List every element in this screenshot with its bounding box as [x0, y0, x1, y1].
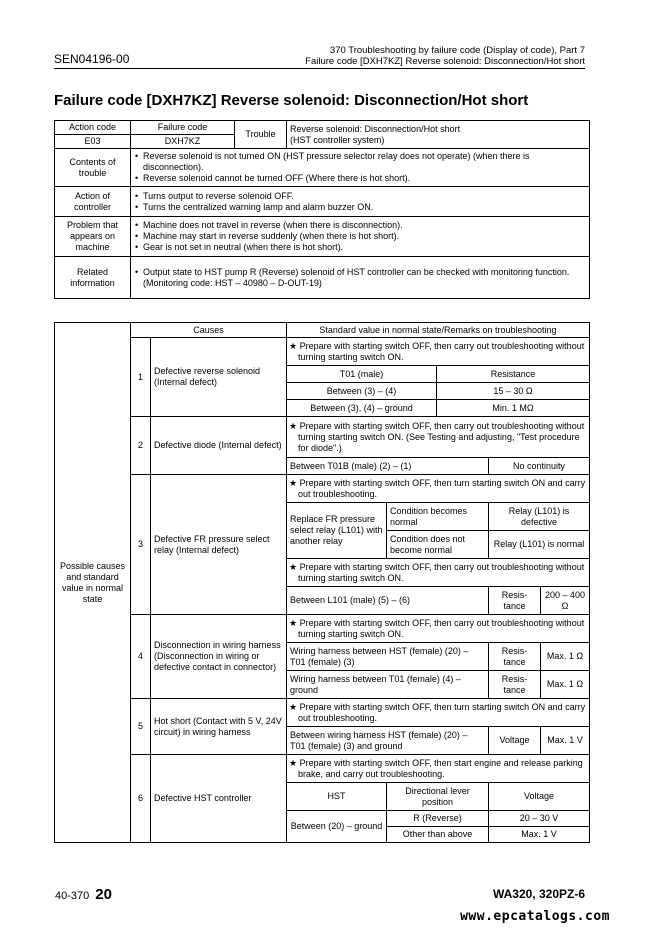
failure-code-value: DXH7KZ	[131, 135, 235, 149]
table-cell: No continuity	[489, 458, 590, 475]
table-cell: Max. 1 Ω	[541, 671, 590, 699]
causes-header: Causes	[131, 323, 287, 338]
document-code: SEN04196-00	[54, 52, 130, 66]
action-code-label: Action code	[55, 121, 131, 135]
table-cell: Between wiring harness HST (female) (20) – T01 (female) (3) and ground	[287, 727, 489, 755]
cause-number: 3	[131, 475, 151, 615]
table-cell: 20 – 30 V	[489, 811, 590, 827]
problem-on-machine: • Machine does not travel in reverse (when there is disconnection). • Machine may start in reverse suddenly (when there is hot short). • Gear is not set in neutral (when there is hot short).	[131, 217, 590, 257]
table-cell: Condition becomes normal	[387, 503, 489, 531]
standard-value-header: Standard value in normal state/Remarks on troubleshooting	[287, 323, 590, 338]
contents-of-trouble: • Reverse solenoid is not turned ON (HST pressure selector relay does not operate) (when there is disconnection). • Reverse solenoid cannot be turned OFF (Where there is hot short).	[131, 149, 590, 187]
table-cell: Max. 1 V	[489, 827, 590, 843]
table-cell: Other than above	[387, 827, 489, 843]
table-cell: 15 – 30 Ω	[437, 383, 590, 400]
column-header: Resistance	[437, 366, 590, 383]
procedure-note: ★ Prepare with starting switch OFF, then carry out troubleshooting without turning starting switch ON.	[287, 338, 590, 366]
section-title: 370 Troubleshooting by failure code (Display of code), Part 7	[329, 45, 585, 56]
table-cell: Replace FR pressure select relay (L101) with another relay	[287, 503, 387, 559]
procedure-note: ★ Prepare with starting switch OFF, then start engine and release parking brake, and carry out troubleshooting.	[287, 755, 590, 783]
cause-description: Disconnection in wiring harness (Disconnection in wiring or defective contact in connector)	[151, 615, 287, 699]
table-cell: Between (20) – ground	[287, 811, 387, 843]
causes-table	[54, 322, 590, 843]
section-subtitle: Failure code [DXH7KZ] Reverse solenoid: Disconnection/Hot short	[305, 56, 585, 67]
cause-number: 1	[131, 338, 151, 417]
column-header: T01 (male)	[287, 366, 437, 383]
table-cell: Relay (L101) is normal	[489, 531, 590, 559]
related-label: Related information	[55, 257, 131, 299]
watermark: www.epcatalogs.com	[460, 909, 610, 924]
table-cell: Wiring harness between T01 (female) (4) – ground	[287, 671, 489, 699]
table-cell: Resis-tance	[489, 643, 541, 671]
table-cell: Max. 1 V	[541, 727, 590, 755]
section-heading	[305, 45, 585, 67]
related-information: • Output state to HST pump R (Reverse) solenoid of HST controller can be checked with monitoring function. (Monitoring code: HST – 40980 – D-OUT-19)	[131, 257, 590, 299]
table-cell: Between T01B (male) (2) – (1)	[287, 458, 489, 475]
column-header: HST	[287, 783, 387, 811]
cause-description: Defective reverse solenoid (Internal defect)	[151, 338, 287, 417]
cause-number: 4	[131, 615, 151, 699]
trouble-label: Trouble	[235, 121, 287, 149]
cause-description: Defective HST controller	[151, 755, 287, 843]
table-cell: Resis-tance	[489, 671, 541, 699]
cause-description: Defective diode (Internal defect)	[151, 417, 287, 475]
column-header: Directional lever position	[387, 783, 489, 811]
column-header: Voltage	[489, 783, 590, 811]
procedure-note: ★ Prepare with starting switch OFF, then carry out troubleshooting without turning starting switch ON.	[287, 559, 590, 587]
table-cell: Voltage	[489, 727, 541, 755]
procedure-note: ★ Prepare with starting switch OFF, then carry out troubleshooting without turning starting switch ON.	[287, 615, 590, 643]
table-cell: Resis-tance	[489, 587, 541, 615]
trouble-description: Reverse solenoid: Disconnection/Hot short (HST controller system)	[287, 121, 590, 149]
action-code-value: E03	[55, 135, 131, 149]
table-cell: Between (3), (4) – ground	[287, 400, 437, 417]
table-cell: Between (3) – (4)	[287, 383, 437, 400]
cause-number: 2	[131, 417, 151, 475]
procedure-note: ★ Prepare with starting switch OFF, then carry out troubleshooting without turning starting switch ON. (See Testing and adjusting, "Test procedure for diode".)	[287, 417, 590, 458]
possible-causes-label: Possible causes and standard value in normal state	[55, 323, 131, 843]
header-rule	[54, 68, 585, 69]
page-title: Failure code [DXH7KZ] Reverse solenoid: Disconnection/Hot short	[54, 92, 529, 109]
page-number: 40-370 20	[55, 886, 112, 903]
action-label: Action of controller	[55, 187, 131, 217]
machine-model: WA320, 320PZ-6	[492, 887, 585, 901]
table-cell: Between L101 (male) (5) – (6)	[287, 587, 489, 615]
contents-label: Contents of trouble	[55, 149, 131, 187]
problem-label: Problem that appears on machine	[55, 217, 131, 257]
table-cell: R (Reverse)	[387, 811, 489, 827]
procedure-note: ★ Prepare with starting switch OFF, then turn starting switch ON and carry out troubleshooting.	[287, 699, 590, 727]
table-cell: Wiring harness between HST (female) (20) – T01 (female) (3)	[287, 643, 489, 671]
cause-description: Hot short (Contact with 5 V, 24V circuit) in wiring harness	[151, 699, 287, 755]
table-cell: Relay (L101) is defective	[489, 503, 590, 531]
failure-code-label: Failure code	[131, 121, 235, 135]
table-cell: Condition does not become normal	[387, 531, 489, 559]
cause-number: 5	[131, 699, 151, 755]
cause-number: 6	[131, 755, 151, 843]
failure-info-table	[54, 120, 590, 299]
table-cell: 200 – 400 Ω	[541, 587, 590, 615]
procedure-note: ★ Prepare with starting switch OFF, then turn starting switch ON and carry out troubleshooting.	[287, 475, 590, 503]
action-of-controller: • Turns output to reverse solenoid OFF. • Turns the centralized warning lamp and alarm buzzer ON.	[131, 187, 590, 217]
table-cell: Max. 1 Ω	[541, 643, 590, 671]
cause-description: Defective FR pressure select relay (Internal defect)	[151, 475, 287, 615]
table-cell: Min. 1 MΩ	[437, 400, 590, 417]
